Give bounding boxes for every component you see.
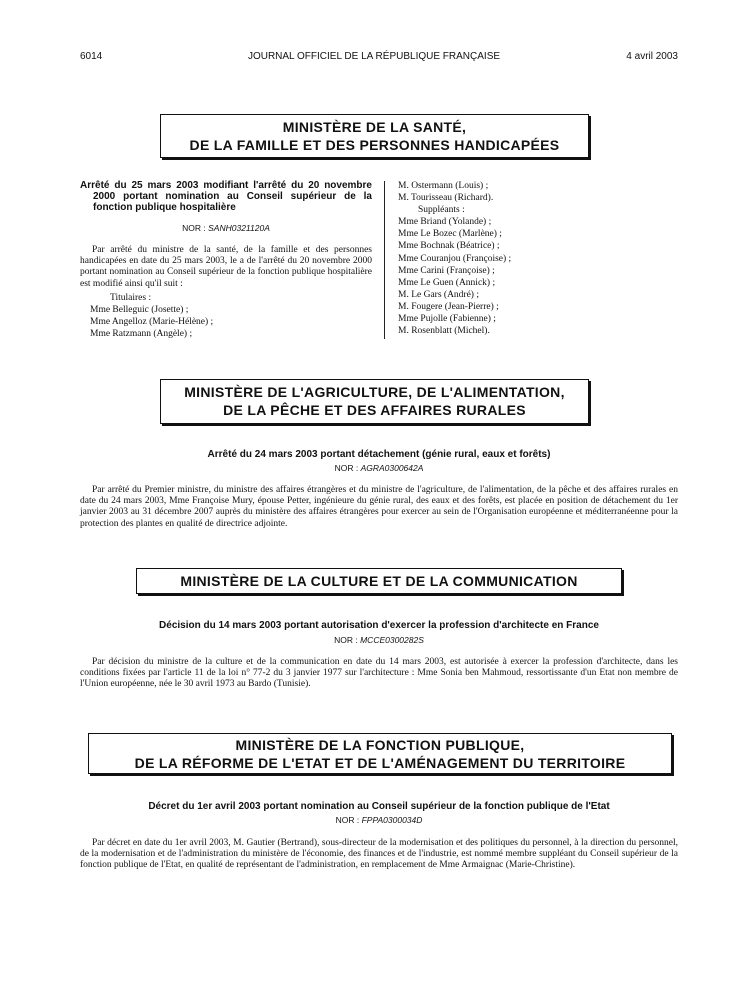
titulaires-label: Titulaires : (110, 292, 152, 303)
ministry-box-culture (136, 568, 622, 594)
list-item: Mme Briand (Yolande) ; (398, 217, 492, 228)
ministry-title-line1: MINISTÈRE DE L'AGRICULTURE, DE L'ALIMENTATION, (184, 384, 565, 400)
decision-body: Par décision du ministre de la culture et de la communication en date du 14 mars 2003, est autorisée à exercer la profession d'architecte, dans les conditions fixées par l'article 11 de la loi n° 77-2 du 3 janvier 1977 sur l'architecture : Mme Sonia ben Mahmoud, ressortissante d'un Etat non membre de l'Union européenne, née le 30 avril 1973 au Bardo (Tunisie). (80, 657, 678, 690)
list-item: M. Fougere (Jean-Pierre) ; (398, 301, 499, 312)
decision-title: Décision du 14 mars 2003 portant autorisation d'exercer la profession d'architecte en France (159, 620, 599, 631)
ministry-title: MINISTÈRE DE LA CULTURE ET DE LA COMMUNICATION (180, 573, 578, 589)
list-item: Mme Couranjou (Françoise) ; (398, 253, 512, 264)
nor-code: MCCE0300282S (360, 635, 424, 645)
ministry-title-line2: DE LA FAMILLE ET DES PERSONNES HANDICAPÉES (189, 137, 560, 153)
list-item: Mme Belleguic (Josette) ; (90, 304, 189, 315)
list-item: Mme Le Bozec (Marlène) ; (398, 229, 502, 240)
page-number: 6014 (80, 51, 103, 62)
arrete-body: Par arrêté du ministre de la santé, de la famille et des personnes handicapées en date du 25 mars 2003, le a de l'arrêté du 20 novembre 2000 portant nomination au Conseil supérieur de la fonction publique hospitalière est modifié ainsi qu'il suit : (80, 245, 372, 289)
ministry-title-line2: DE LA PÊCHE ET DES AFFAIRES RURALES (223, 402, 526, 418)
ministry-box-fonction-publique (88, 733, 672, 774)
nor-code: FPPA0300034D (361, 815, 423, 825)
list-item: M. Le Gars (André) ; (398, 289, 479, 300)
issue-date: 4 avril 2003 (626, 51, 678, 62)
journal-title: JOURNAL OFFICIEL DE LA RÉPUBLIQUE FRANÇAISE (247, 51, 501, 62)
nor-label: NOR : (334, 463, 359, 473)
nor-reference (80, 635, 678, 645)
decret-title: Décret du 1er avril 2003 portant nomination au Conseil supérieur de la fonction publique de l'Etat (148, 801, 610, 812)
arrete-title: Arrêté du 24 mars 2003 portant détachement (génie rural, eaux et forêts) (207, 449, 551, 460)
nor-reference (80, 223, 372, 233)
decret-body: Par décret en date du 1er avril 2003, M. Gautier (Bertrand), sous-directeur de la modernisation et des politiques du personnel, à la direction du personnel, de la modernisation et de l'administration du ministère de l'économie, des finances et de l'industrie, est nommé membre suppléant du Conseil supérieur de la fonction publique de l'Etat, en qualité de représentant de l'administration, en remplacement de Mme Armaignac (Marie-Christine). (80, 838, 678, 871)
nor-code: SANH0321120A (208, 223, 270, 233)
sante-left-column (80, 180, 372, 340)
nor-code: AGRA0300642A (360, 463, 424, 473)
list-item: Mme Ratzmann (Angèle) ; (90, 329, 193, 340)
nor-reference (80, 463, 678, 473)
list-item: Mme Pujolle (Fabienne) ; (398, 314, 496, 325)
arrete-body: Par arrêté du Premier ministre, du ministre des affaires étrangères et du ministre de l'agriculture, de l'alimentation, de la pêche et des affaires rurales en date du 24 mars 2003, Mme Françoise Mury, épouse Petter, ingénieure du génie rural, des eaux et des forêts, est placée en position de détachement du 1er janvier 2003 au 31 décembre 2007 auprès du ministère des affaires étrangères pour exercer au sein de l'Organisation européenne et méditerranéenne pour la protection des plantes en qualité de directrice adjointe. (80, 485, 678, 529)
list-item: M. Rosenblatt (Michel). (398, 326, 490, 337)
list-item: Mme Bochnak (Béatrice) ; (398, 241, 500, 252)
ministry-box-sante (160, 114, 589, 158)
arrete-title-line3: fonction publique hospitalière (93, 202, 236, 213)
ministry-title-line1: MINISTÈRE DE LA SANTÉ, (282, 119, 467, 135)
nor-label: NOR : (334, 635, 358, 645)
ministry-title-line2: DE LA RÉFORME DE L'ETAT ET DE L'AMÉNAGEMENT DU TERRITOIRE (134, 755, 626, 771)
list-item: M. Ostermann (Louis) ; (398, 181, 489, 191)
nor-label: NOR : (335, 815, 360, 825)
arrete-title-line2: 2000 portant nomination au Conseil supérieur de la (93, 191, 372, 202)
list-item: Mme Le Guen (Annick) ; (398, 277, 496, 288)
arrete-title-line1: Arrêté du 25 mars 2003 modifiant l'arrêté du 20 novembre (80, 180, 372, 191)
list-item: Mme Carini (Françoise) ; (398, 265, 495, 276)
suppleants-label: Suppléants : (418, 205, 465, 216)
column-divider (384, 181, 385, 339)
list-item: M. Tourisseau (Richard). (398, 193, 494, 204)
ministry-title-line1: MINISTÈRE DE LA FONCTION PUBLIQUE, (235, 737, 525, 753)
sante-right-column (398, 180, 511, 337)
ministry-box-agriculture (160, 379, 589, 424)
list-item: Mme Angelloz (Marie-Hélène) ; (90, 317, 214, 327)
nor-reference (80, 815, 678, 825)
nor-label: NOR : (182, 223, 206, 233)
